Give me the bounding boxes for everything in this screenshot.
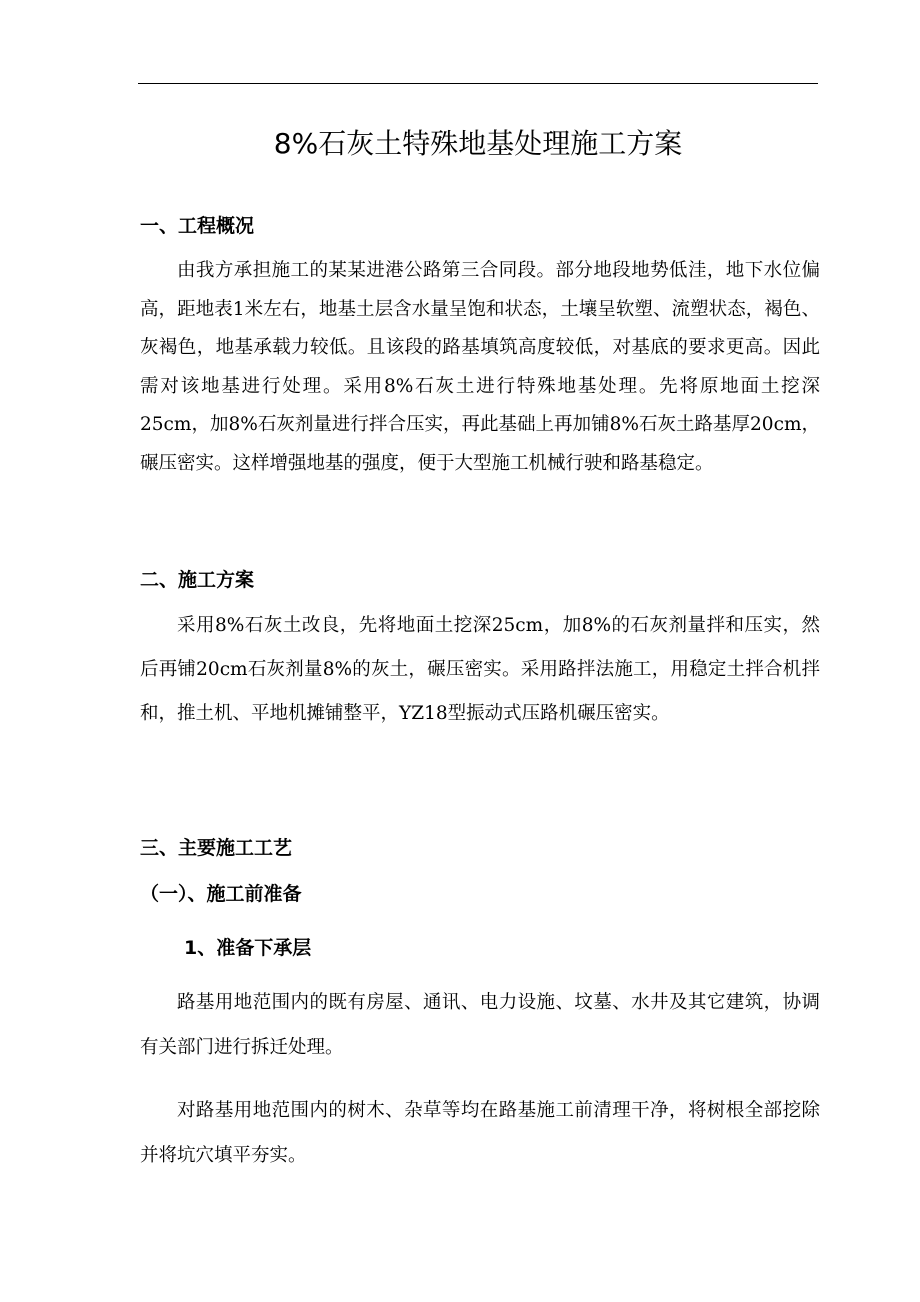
overview-paragraph: 由我方承担施工的某某进港公路第三合同段。部分地段地势低洼，地下水位偏高，距地表1米左右，地基土层含水量呈饱和状态，土壤呈软塑、流塑状态，褐色、灰褐色，地基承载力较低。且该段的路基填筑高度较低，对基底的要求更高。因此需对该地基进行处理。采用8%石灰土进行特殊地基处理。先将原地面土挖深25cm，加8%石灰剂量进行拌合压实，再此基础上再加铺8%石灰土路基厚20cm，碾压密实。这样增强地基的强度，便于大型施工机械行驶和路基稳定。 bbox=[140, 260, 820, 474]
clearing-paragraph: 对路基用地范围内的树木、杂草等均在路基施工前清理干净，将树根全部挖除并将坑穴填平夯实。 bbox=[140, 1100, 820, 1166]
subsection-heading-preparation: （一）、施工前准备 bbox=[140, 883, 302, 905]
section-heading-plan: 二、施工方案 bbox=[140, 569, 255, 591]
plan-paragraph: 采用8%石灰土改良，先将地面土挖深25cm，加8%的石灰剂量拌和压实，然后再铺20cm石灰剂量8%的灰土，碾压密实。采用路拌法施工，用稳定土拌合机拌和，推土机、平地机摊铺整平，YZ18型振动式压路机碾压密实。 bbox=[140, 615, 820, 724]
header-rule bbox=[138, 83, 818, 84]
page-title: 8%石灰土特殊地基处理施工方案 bbox=[273, 127, 683, 160]
section-heading-overview: 一、工程概况 bbox=[140, 215, 255, 237]
demolition-paragraph: 路基用地范围内的既有房屋、通讯、电力设施、坟墓、水井及其它建筑，协调有关部门进行拆迁处理。 bbox=[140, 992, 820, 1058]
subsubsection-heading-base-layer: 1、准备下承层 bbox=[184, 937, 312, 959]
section-heading-process: 三、主要施工工艺 bbox=[140, 837, 293, 859]
